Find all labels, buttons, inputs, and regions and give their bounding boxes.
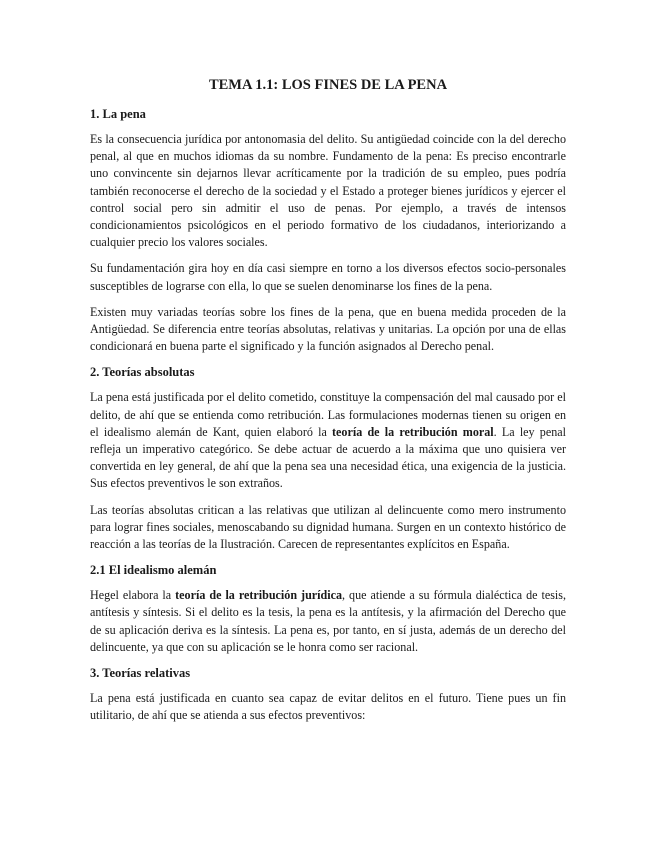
document-body: [90, 106, 566, 724]
paragraph-text: Es la consecuencia jurídica por antonomasia del delito. Su antigüedad coincide con la del derecho penal, al que en muchos idiomas da su nombre. Fundamento de la pena: Es preciso encontrarle uno convincente sin dejarnos llevar acríticamente por la tradición de su empleo, pues podría también reconocerse el derecho de la sociedad y el Estado a proteger bienes jurídicos y ejercer el control social pero sin admitir el uso de penas. Por ejemplo, a través de intensos condicionamientos psicológicos en el periodo formativo de los ciudadanos, interiorizando a cualquier precio los valores sociales.: [90, 132, 566, 250]
paragraph: [90, 502, 566, 554]
paragraph-text: , que atiende a su fórmula dialéctica de tesis, antítesis y síntesis. Si el delito es la tesis, la pena es la antítesis, y la afirmación del Derecho que de su aplicación deriva es la síntesis. La pena es, por tanto, en sí justa, además de un derecho del delincuente, ya que con su aplicación se le honra como ser racional.: [90, 588, 566, 654]
paragraph: [90, 389, 566, 492]
section-heading: 3. Teorías relativas: [90, 666, 191, 681]
paragraph-text: La pena está justificada en cuanto sea capaz de evitar delitos en el futuro. Tiene pues un fin utilitario, de ahí que se atienda a sus efectos preventivos:: [90, 691, 566, 723]
section-heading: 2. Teorías absolutas: [90, 365, 195, 380]
document-page: [90, 74, 566, 733]
section-heading: 2.1 El idealismo alemán: [90, 563, 217, 578]
paragraph: [90, 304, 566, 356]
paragraph: [90, 690, 566, 724]
paragraph-text: Las teorías absolutas critican a las relativas que utilizan al delincuente como mero instrumento para lograr fines sociales, menoscabando su dignidad humana. Surgen en un contexto histórico de reacción a las teorías de la Ilustración. Carecen de representantes explícitos en España.: [90, 502, 566, 552]
paragraph-text: Hegel elabora la: [90, 588, 176, 603]
paragraph: [90, 131, 566, 251]
paragraph-text: Existen muy variadas teorías sobre los fines de la pena, que en buena medida proceden de la Antigüedad. Se diferencia entre teorías absolutas, relativas y unitarias. La opción por una de ellas condicionará en buena parte el significado y la función asignados al Derecho penal.: [90, 304, 566, 354]
paragraph: [90, 260, 566, 294]
paragraph: [90, 587, 566, 656]
paragraph-text: Su fundamentación gira hoy en día casi siempre en torno a los diversos efectos socio-personales susceptibles de lograrse con ella, lo que se suelen denominarse los fines de la pena.: [90, 261, 566, 293]
paragraph-text: . La ley penal refleja un imperativo categórico. Se debe actuar de acuerdo a la máxima que uno quisiera ver convertida en ley general, de ahí que la pena sea una necesidad ética, una exigencia de la justicia. Sus efectos preventivos le son extraños.: [90, 424, 566, 491]
bold-term: teoría de la retribución moral: [332, 424, 494, 439]
section-heading: 1. La pena: [90, 107, 146, 121]
document-title: TEMA 1.1: LOS FINES DE LA PENA: [208, 77, 448, 93]
paragraph-text: La pena está justificada por el delito cometido, constituye la compensación del mal causado por el delito, de ahí que se entienda como retribución. Las formulaciones modernas tienen su origen en el idealismo alemán de Kant, quien elaboró la: [90, 390, 566, 439]
bold-term: teoría de la retribución jurídica: [175, 588, 343, 603]
